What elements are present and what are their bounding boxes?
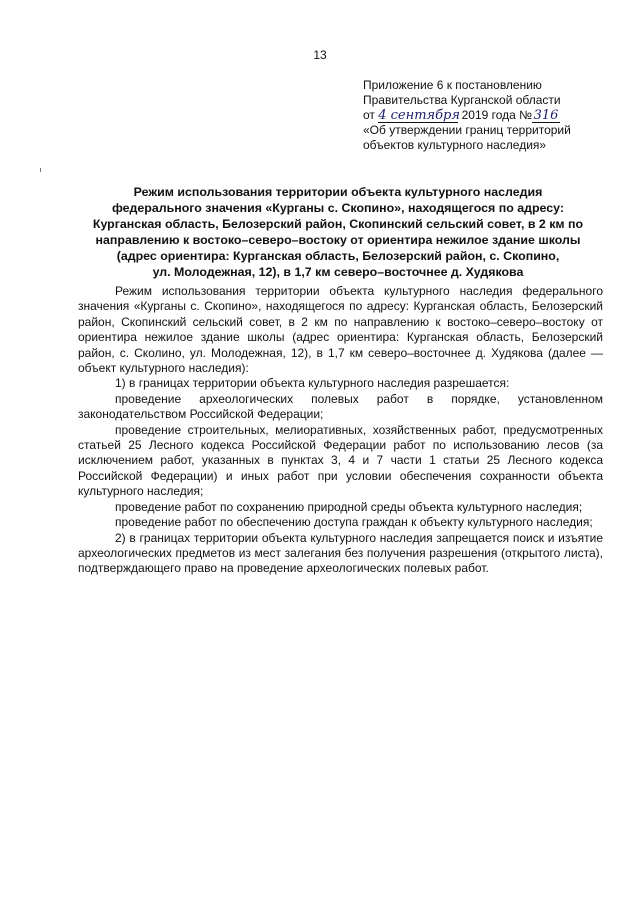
title-line: направлению к востоко–северо–востоку от ориентира нежилое здание школы [95, 233, 581, 247]
appendix-date-line [363, 108, 613, 123]
handwritten-date: 4 сентября [378, 108, 460, 123]
appendix-line-4: «Об утверждении границ территорий [363, 123, 571, 137]
page-number: 13 [313, 48, 327, 62]
title-line: Режим использования территории объекта культурного наследия [133, 185, 543, 199]
handwritten-number: 316 [533, 108, 559, 123]
margin-mark [40, 168, 41, 172]
body-paragraph: проведение работ по обеспечению доступа граждан к объекту культурного наследия; [115, 515, 593, 530]
body-paragraph: Режим использования территории объекта культурного наследия федерального значения «Курганы с. Скопино», находящегося по адресу: Курганская область, Белозерский район, Скопинский сельский совет, в 2 км по направлению к востоко–северо–востоку от ориентира нежилое здание школы (адрес ориентира: Курганская область, Белозерский район, с. Сколино, ул. Молодежная, 12), в 1,7 км северо–восточнее д. Худякова (далее — объект культурного наследия): [78, 284, 603, 376]
title-line: Курганская область, Белозерский район, Скопинский сельский совет, в 2 км по [92, 217, 584, 231]
appendix-line-5: объектов культурного наследия» [363, 138, 547, 152]
date-prefix: от [363, 108, 375, 122]
document-title [78, 184, 598, 280]
document-body [78, 284, 603, 577]
appendix-line-1: Приложение 6 к постановлению [363, 78, 542, 92]
title-line: федерального значения «Курганы с. Скопино», находящегося по адресу: [111, 201, 565, 215]
body-paragraph: 1) в границах территории объекта культурного наследия разрешается: [115, 376, 510, 391]
title-line: ул. Молодежная, 12), в 1,7 км северо–восточнее д. Худякова [152, 265, 524, 279]
title-line: (адрес ориентира: Курганская область, Белозерский район, с. Скопино, [116, 249, 560, 263]
appendix-header [363, 78, 613, 153]
body-paragraph: проведение строительных, мелиоративных, хозяйственных работ, предусмотренных статьей 25 Лесного кодекса Российской Федерации работ по использованию лесов (за исключением работ, указанных в пунктах 3, 4 и 7 части 1 статьи 25 Лесного кодекса Российской Федерации) и иных работ при условии обеспечения сохранности объекта культурного наследия; [78, 422, 603, 499]
appendix-line-2: Правительства Курганской области [363, 93, 561, 107]
body-paragraph: проведение работ по сохранению природной среды объекта культурного наследия; [115, 499, 583, 514]
body-paragraph: проведение археологических полевых работ в порядке, установленном законодательством Российской Федерации; [78, 391, 603, 422]
body-paragraph: 2) в границах территории объекта культурного наследия запрещается поиск и изъятие археологических предметов из мест залегания без получения разрешения (открытого листа), подтверждающего право на проведение археологических полевых работ. [78, 530, 603, 576]
date-suffix: 2019 года № [461, 108, 533, 122]
